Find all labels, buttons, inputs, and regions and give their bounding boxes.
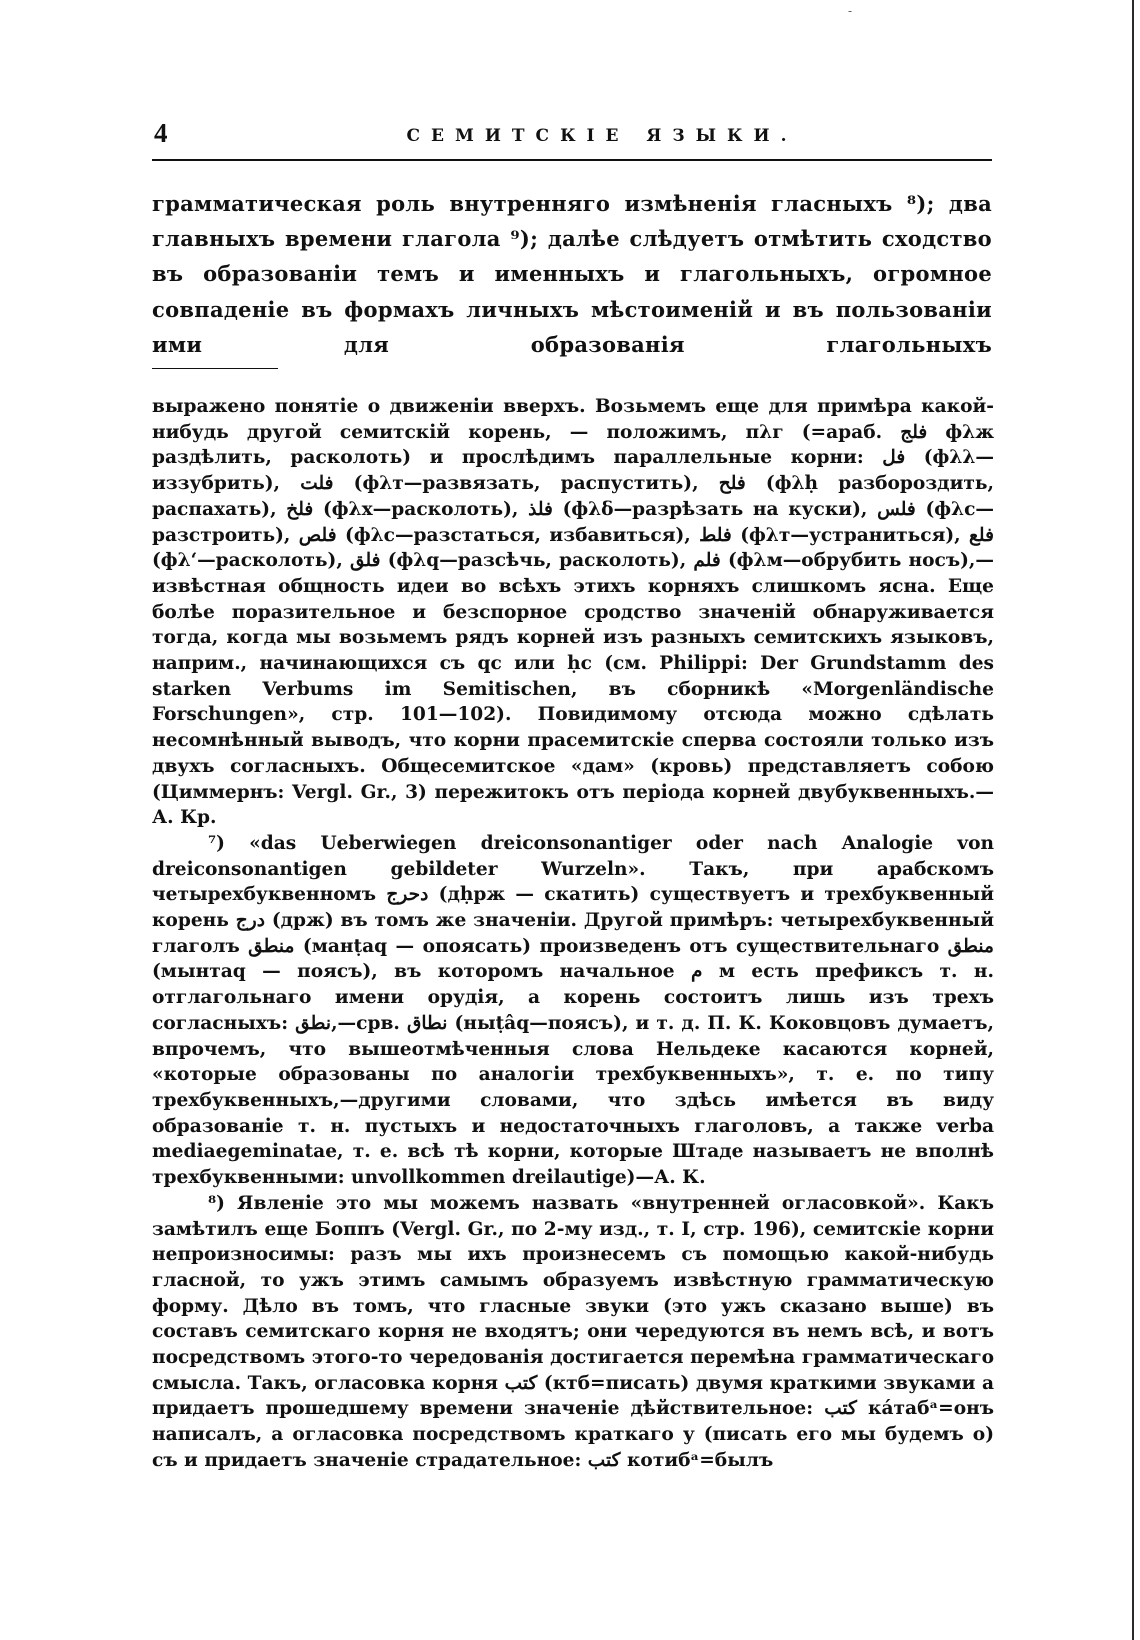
- top-margin-mark: -: [848, 4, 853, 18]
- page-edge-line: [1132, 0, 1134, 1640]
- footnotes: [152, 394, 994, 1474]
- main-text: грамматическая роль внутренняго измѣненія гласныхъ ⁸); два главныхъ времени глагола ⁹); далѣе слѣдуетъ отмѣтить сходство въ образованіи темъ и именныхъ и глагольныхъ, огромное совпаденіе въ формахъ личныхъ мѣстоименій и въ пользованіи ими для образованія глагольныхъ: [152, 191, 992, 357]
- footnote-8: ⁸) Явленіе это мы можемъ назвать «внутренней огласовкой». Какъ замѣтилъ еще Боппъ (Vergl. Gr., по 2-му изд., т. I, стр. 196), семитскіе корни непроизносимы: разъ мы ихъ произнесемъ съ помощью какой-нибудь гласной, то ужъ этимъ самымъ образуемъ извѣстную грамматическую форму. Дѣло въ томъ, что гласные звуки (это ужъ сказано выше) въ составъ семитскаго корня не входятъ; они чередуются въ немъ всѣ, и вотъ посредствомъ этого-то чередованія достигается перемѣна грамматическаго смысла. Такъ, огласовка корня كتب (ктб=писать) двумя краткими звуками а придаетъ прошедшему времени значеніе дѣйствительное: كتب кáтабᵃ=онъ написалъ, а огласовка посредствомъ краткаго у (писать его мы будемъ о) съ и придаетъ значеніе страдательное: كتب котибᵃ=былъ: [152, 1192, 994, 1471]
- header-rule: [152, 159, 992, 161]
- footnote-continuation: выражено понятіе о движеніи вверхъ. Возьмемъ еще для примѣра какой-нибудь другой семитскій корень, — положимъ, пλг (=араб. فلج фλж раздѣлить, расколоть) и прослѣдимъ параллельные корни: فل (фλλ—иззубрить), فلت (фλт—развязать, распустить), فلح (фλḥ разбороздить, распахать), فلخ (фλх—расколоть), فلذ (фλδ—разрѣзать на куски), فلس (фλс—разстроить), فلص (фλс—разстаться, избавиться), فلط (фλт—устраниться), فلع (фλ‘—расколоть), فلق (фλq—разсѣчь, расколоть), فلم (фλм—обрубить носъ),—извѣстная общность идеи во всѣхъ этихъ корняхъ слишкомъ ясна. Еще болѣе поразительное и безспорное сродство значеній обнаруживается тогда, когда мы возьмемъ рядъ корней изъ разныхъ семитскихъ языковъ, наприм., начинающихся съ qc или ḥc (см. Philippi: Der Grundstamm des starken Verbums im Semitischen, въ сборникѣ «Morgenländische Forschungen», стр. 101—102). Повидимому отсюда можно сдѣлать несомнѣнный выводъ, что корни прасемитскіе сперва состояли только изъ двухъ согласныхъ. Общесемитское «дам» (кровь) представляетъ собою (Циммернъ: Vergl. Gr., 3) пережитокъ отъ періода корней двубуквенныхъ.—А. Кр.: [152, 396, 995, 829]
- footnote-7: ⁷) «das Ueberwiegen dreiconsonantiger oder nach Analogie von dreiconsonantigen gebildeter Wurzeln». Такъ, при арабскомъ четырехбуквенномъ دحرج (дḥрж — скатить) существуетъ и трехбуквенный корень درج (држ) въ томъ же значеніи. Другой примѣръ: четырехбуквенный глаголъ منطق (манṭаq — опоясать) произведенъ отъ существительнаго منطق (мынтаq — поясъ), въ которомъ начальное م м есть префиксъ т. н. отглагольнаго имени орудія, а корень состоитъ лишь изъ трехъ согласныхъ: نطق,—срв. نطاق (ныṭâq—поясъ), и т. д. П. К. Коковцовъ думаетъ, впрочемъ, что вышеотмѣченныя слова Нельдеке касаются корней, «которые образованы по аналогіи трехбуквенныхъ», т. е. по типу трехбуквенныхъ,—другими словами, что здѣсь имѣется въ виду образованіе т. н. пустыхъ и недостаточныхъ глаголовъ, а также verba mediaegeminatae, т. е. всѣ тѣ корни, которые Штаде называетъ не вполнѣ трехбуквенными: unvollkommen dreilautige)—А. К.: [152, 832, 995, 1189]
- running-head: СЕМИТСКІЕ ЯЗЫКИ.: [406, 126, 798, 146]
- footnote-separator: [152, 368, 278, 369]
- page-header: [152, 118, 992, 158]
- page-number: 4: [154, 118, 168, 148]
